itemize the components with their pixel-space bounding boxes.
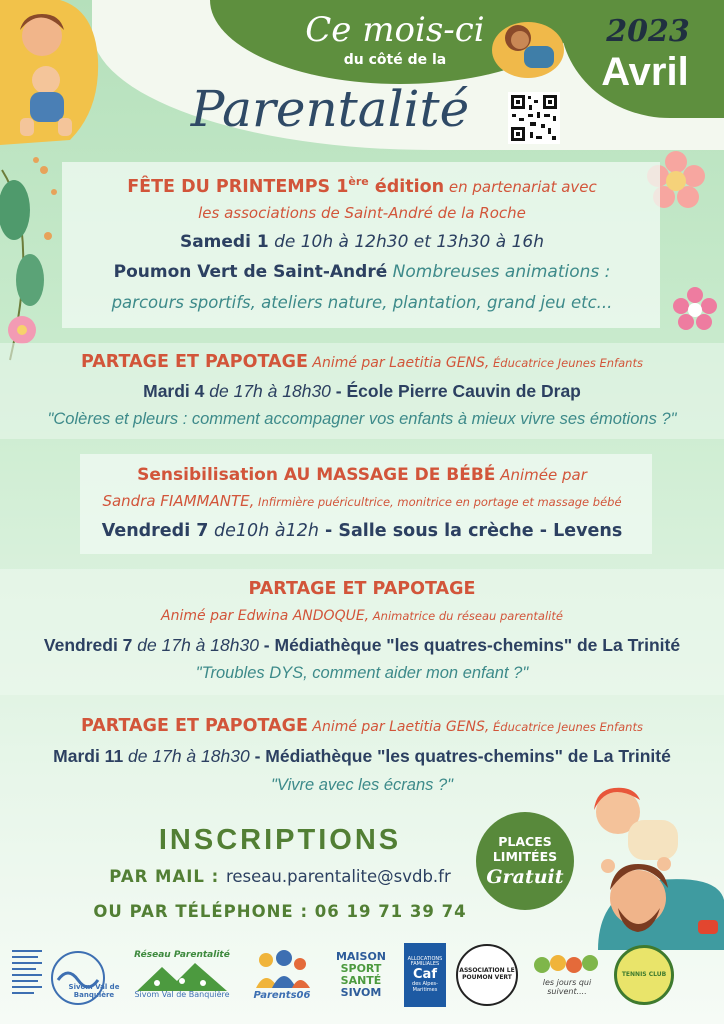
event-5-title: PARTAGE ET PAPOTAGE — [81, 716, 308, 736]
logo-reseau-text: Réseau Parentalité — [134, 949, 230, 960]
year: 2023 — [606, 14, 690, 49]
phone-number[interactable]: 06 19 71 39 74 — [314, 902, 467, 921]
logo-les-jours — [526, 940, 608, 1010]
event-2-place: - École Pierre Cauvin de Drap — [330, 381, 581, 401]
event-1-associations: les associations de Saint-André de la Roche — [198, 204, 526, 222]
logo-caf-b: Caf — [413, 966, 437, 982]
logo-jours-text: les jours qui suivent.... — [542, 978, 592, 996]
event-2-day: Mardi 4 — [143, 381, 205, 401]
event-4-time: de 17h à 18h30 — [132, 635, 259, 655]
logo-reseau-parentalite — [132, 940, 232, 1010]
logo-tennis-club — [614, 940, 674, 1010]
logo-tennis-text: TENNIS CLUB — [614, 945, 674, 1005]
places-limited-badge — [476, 812, 574, 910]
logo-sivom-text: Sivom Val de Banquière — [68, 983, 120, 999]
event-1-title-edition: édition — [368, 176, 445, 197]
event-5-animator: Animé par Laetitia GENS, — [307, 719, 490, 735]
event-3-role: Infirmière puéricultrice, monitrice en portage et massage bébé — [254, 495, 622, 509]
event-5-schedule — [0, 746, 724, 767]
event-5-time: de 17h à 18h30 — [123, 746, 250, 766]
logo-caf — [404, 943, 446, 1007]
event-1-title-line — [0, 175, 724, 197]
mother-baby-illustration — [0, 0, 110, 145]
logo-maison-a: MAISON — [335, 949, 387, 963]
woman-illustration — [488, 10, 568, 80]
event-4-animator-line — [0, 608, 724, 624]
month: Avril — [601, 50, 689, 94]
phone-line — [60, 902, 500, 921]
logo-caf-a: ALLOCATIONS FAMILIALES — [407, 955, 443, 968]
event-4-place: - Médiathèque "les quatres-chemins" de La Trinité — [258, 635, 681, 655]
event-1-place-line — [0, 262, 724, 282]
event-3-animator: Animée par — [495, 466, 587, 484]
badge-line-2: LIMITÉES — [492, 849, 558, 864]
event-1-schedule — [0, 232, 724, 252]
event-5-theme: "Vivre avec les écrans ?" — [271, 776, 453, 794]
logo-maison-b: SPORT — [340, 961, 382, 975]
event-1-place: Poumon Vert de Saint-André — [113, 262, 388, 282]
logo-parents06 — [246, 940, 318, 1010]
event-3-place: - Salle sous la crèche - Levens — [318, 521, 623, 541]
mail-link[interactable]: reseau.parentalite@svdb.fr — [225, 867, 451, 886]
event-2-schedule — [0, 381, 724, 402]
leaves-icon — [532, 953, 602, 979]
logo-poumon-text: ASSOCIATION LE POUMON VERT — [456, 944, 518, 1006]
event-1-title: FÊTE DU PRINTEMPS 1 — [127, 176, 349, 197]
event-3-title-b: AU MASSAGE DE BÉBÉ — [283, 465, 496, 485]
event-4-theme: "Troubles DYS, comment aider mon enfant ?" — [195, 664, 529, 682]
event-4-animator: Animé par Edwina ANDOQUE, — [161, 608, 370, 624]
logo-poumon-vert — [456, 940, 518, 1010]
title-top: Ce mois-ci — [305, 10, 485, 50]
event-3-day: Vendredi 7 — [101, 521, 209, 541]
logo-maison-c: SANTÉ — [340, 974, 382, 987]
logo-caf-c: des Alpes-Maritimes — [412, 981, 438, 993]
event-1-partnership: en partenariat avec — [444, 177, 597, 196]
event-4-day: Vendredi 7 — [43, 635, 133, 655]
phone-label: OU PAR TÉLÉPHONE : — [93, 902, 315, 921]
event-2-animator: Animé par Laetitia GENS, — [307, 355, 490, 371]
father-child-illustration — [568, 780, 724, 950]
event-3-schedule — [0, 521, 724, 541]
event-4-role: Animatrice du réseau parentalité — [369, 609, 563, 623]
event-5-title-line — [0, 716, 724, 736]
badge-free: Gratuit — [486, 866, 564, 888]
event-1-animations: Nombreuses animations : — [387, 262, 611, 282]
logo-parents06-text: Parents06 — [253, 989, 311, 1001]
event-1-day: Samedi 1 — [179, 232, 269, 252]
event-1-time: de 10h à 12h30 et 13h30 à 16h — [268, 232, 545, 252]
event-3-title-a: Sensibilisation — [137, 465, 284, 485]
event-3-name-line — [0, 492, 724, 510]
event-5-day: Mardi 11 — [53, 746, 124, 766]
mail-line — [60, 867, 500, 886]
main-title: Parentalité — [190, 80, 470, 138]
logo-maison-d: SIVOM — [340, 986, 382, 1000]
logo-maison-sport-sante — [326, 940, 396, 1010]
event-1-title-sup: ère — [348, 175, 369, 188]
inscriptions-title: INSCRIPTIONS — [158, 824, 402, 856]
event-5-place: - Médiathèque "les quatres-chemins" de La Trinité — [249, 746, 671, 766]
people-icon — [252, 950, 312, 990]
event-3-name: Sandra FIAMMANTE, — [102, 492, 255, 510]
logo-reseau-sub: Sivom Val de Banquière — [134, 989, 230, 999]
mountain-icon — [137, 961, 227, 991]
subtitle: du côté de la — [343, 52, 447, 68]
event-2-title-line — [0, 352, 724, 372]
event-2-title: PARTAGE ET PAPOTAGE — [81, 352, 308, 372]
qr-code-icon[interactable] — [508, 92, 560, 144]
mail-label: PAR MAIL : — [109, 867, 226, 886]
event-4-schedule — [0, 635, 724, 656]
event-3-time: de10h à12h — [208, 521, 319, 541]
event-2-theme: "Colères et pleurs : comment accompagner vos enfants à mieux vivre ses émotions ?" — [47, 410, 677, 428]
event-5-role: Éducatrice Jeunes Enfants — [489, 720, 643, 734]
event-1-activities: parcours sportifs, ateliers nature, plantation, grand jeu etc... — [111, 293, 613, 312]
event-4-title: PARTAGE ET PAPOTAGE — [248, 579, 476, 599]
event-2-time: de 17h à 18h30 — [204, 381, 331, 401]
event-3-title-line — [0, 465, 724, 485]
event-2-role: Éducatrice Jeunes Enfants — [489, 356, 643, 370]
badge-line-1: PLACES — [498, 834, 552, 849]
logo-sivom — [6, 940, 124, 1010]
